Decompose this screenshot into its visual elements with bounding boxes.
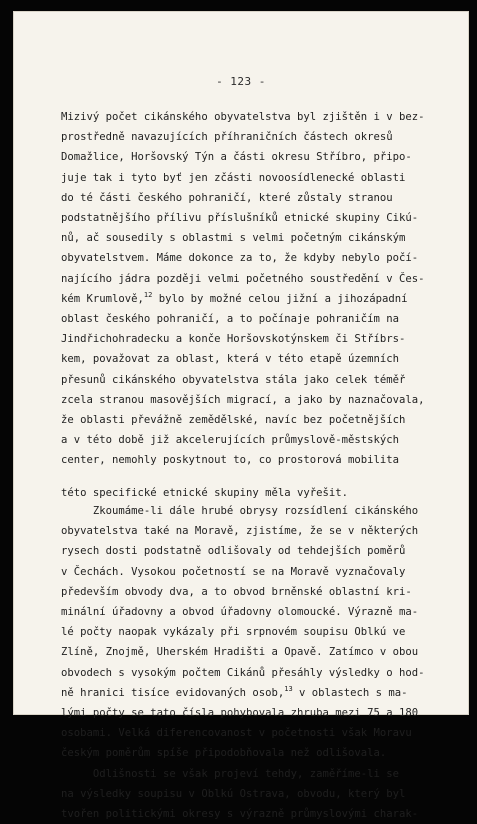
text-line: především obvody dva, a to obvod brněnské oblastní kri-	[61, 585, 412, 598]
text-line: českým poměrům spíše připodobňovala než odlišovala.	[61, 747, 387, 760]
text-line: do té části českého pohraničí, které zůstaly stranou	[61, 191, 393, 204]
text-line: center, nemohly poskytnout to, co prostorová mobilita	[61, 454, 400, 467]
text-line: Jindřichohradecku a konče Horšovskotýnskem či Stříbrs-	[61, 333, 406, 346]
text-line: v Čechách. Vysokou početností se na Moravě vyznačovaly	[61, 565, 406, 578]
text-line: Domažlice, Horšovský Týn a části okresu Stříbro, připo-	[61, 151, 412, 164]
footnote-marker: 12	[143, 290, 153, 299]
text-line: najícího jádra později velmi početného soustředění v Čes-	[61, 272, 425, 285]
text-line: Mizivý počet cikánského obyvatelstva byl zjištěn i v bez-	[61, 111, 425, 123]
page-number: - 123 -	[216, 75, 266, 88]
text-line: obyvatelstvem. Máme dokonce za to, že kdyby nebylo počí-	[61, 252, 419, 265]
text-line: Zkoumáme-li dále hrubé obrysy rozsídlení cikánského	[61, 504, 419, 517]
text-line: tvořen politickými okresy s výrazně průmyslovými charak-	[61, 807, 419, 820]
text-line: juje tak i tyto byť jen zčásti novoosídlenecké oblasti	[61, 171, 406, 184]
text-line: kem, považovat za oblast, která v této etapě územních	[61, 353, 400, 366]
text-line: Zlíně, Znojmě, Uherském Hradišti a Opavě. Zatímco v obou	[61, 646, 419, 659]
text-line: kém Krumlově,$^{12}$ bylo by možné celou jižní a jihozápadní	[61, 290, 408, 305]
footnote-marker: 13	[284, 684, 293, 693]
text-line: této specifické etnické skupiny měla vyřešit.	[61, 486, 349, 499]
text-line: ně hranici tisíce evidovaných osob,$^{13}$ v oblastech s ma-	[61, 684, 408, 699]
text-line: že oblasti převážně zemědělské, navíc bez početnějších	[61, 414, 406, 426]
text-line: obvodech s vysokým počtem Cikánů přesáhly výsledky o hod-	[61, 666, 425, 679]
text-line: osobami. Velká diferencovanost v početnosti však Moravu	[61, 727, 412, 740]
text-line: rysech dosti podstatně odlišovaly od tehdejších poměrů	[61, 545, 406, 558]
text-line: lé počty naopak vykázaly při srpnovém soupisu Oblkú ve	[61, 626, 406, 639]
document-page	[13, 11, 469, 820]
text-line: Odlišnosti se však projeví tehdy, zaměříme-li se	[61, 767, 400, 780]
text-line: minální úřadovny a obvod úřadovny olomoucké. Výrazně ma-	[61, 605, 419, 618]
text-line: oblast českého pohraničí, a to počínaje pohraničím na	[61, 313, 400, 325]
text-line: obyvatelstva také na Moravě, zjistíme, že se v některých	[61, 525, 419, 538]
text-line: přesunů cikánského obyvatelstva stála jako celek téměř	[61, 373, 406, 386]
text-line: na výsledky soupisu v Oblkú Ostrava, obvodu, který byl	[61, 787, 406, 800]
text-line: lými počty se tato čísla pohybovala zhruba mezi 75 a 180	[61, 706, 419, 719]
text-line: nů, ač sousedily s oblastmi s velmi početným cikánským	[61, 232, 406, 245]
text-line: podstatnějšího přílivu příslušníků etnické skupiny Cikú-	[61, 212, 419, 224]
text-line: zcela stranou masovějších migrací, a jako by naznačovala,	[61, 393, 425, 406]
text-line: prostředně navazujících příhraničních částech okresů	[61, 131, 393, 144]
text-line: a v této době již akcelerujících průmyslově-městských	[61, 434, 400, 447]
